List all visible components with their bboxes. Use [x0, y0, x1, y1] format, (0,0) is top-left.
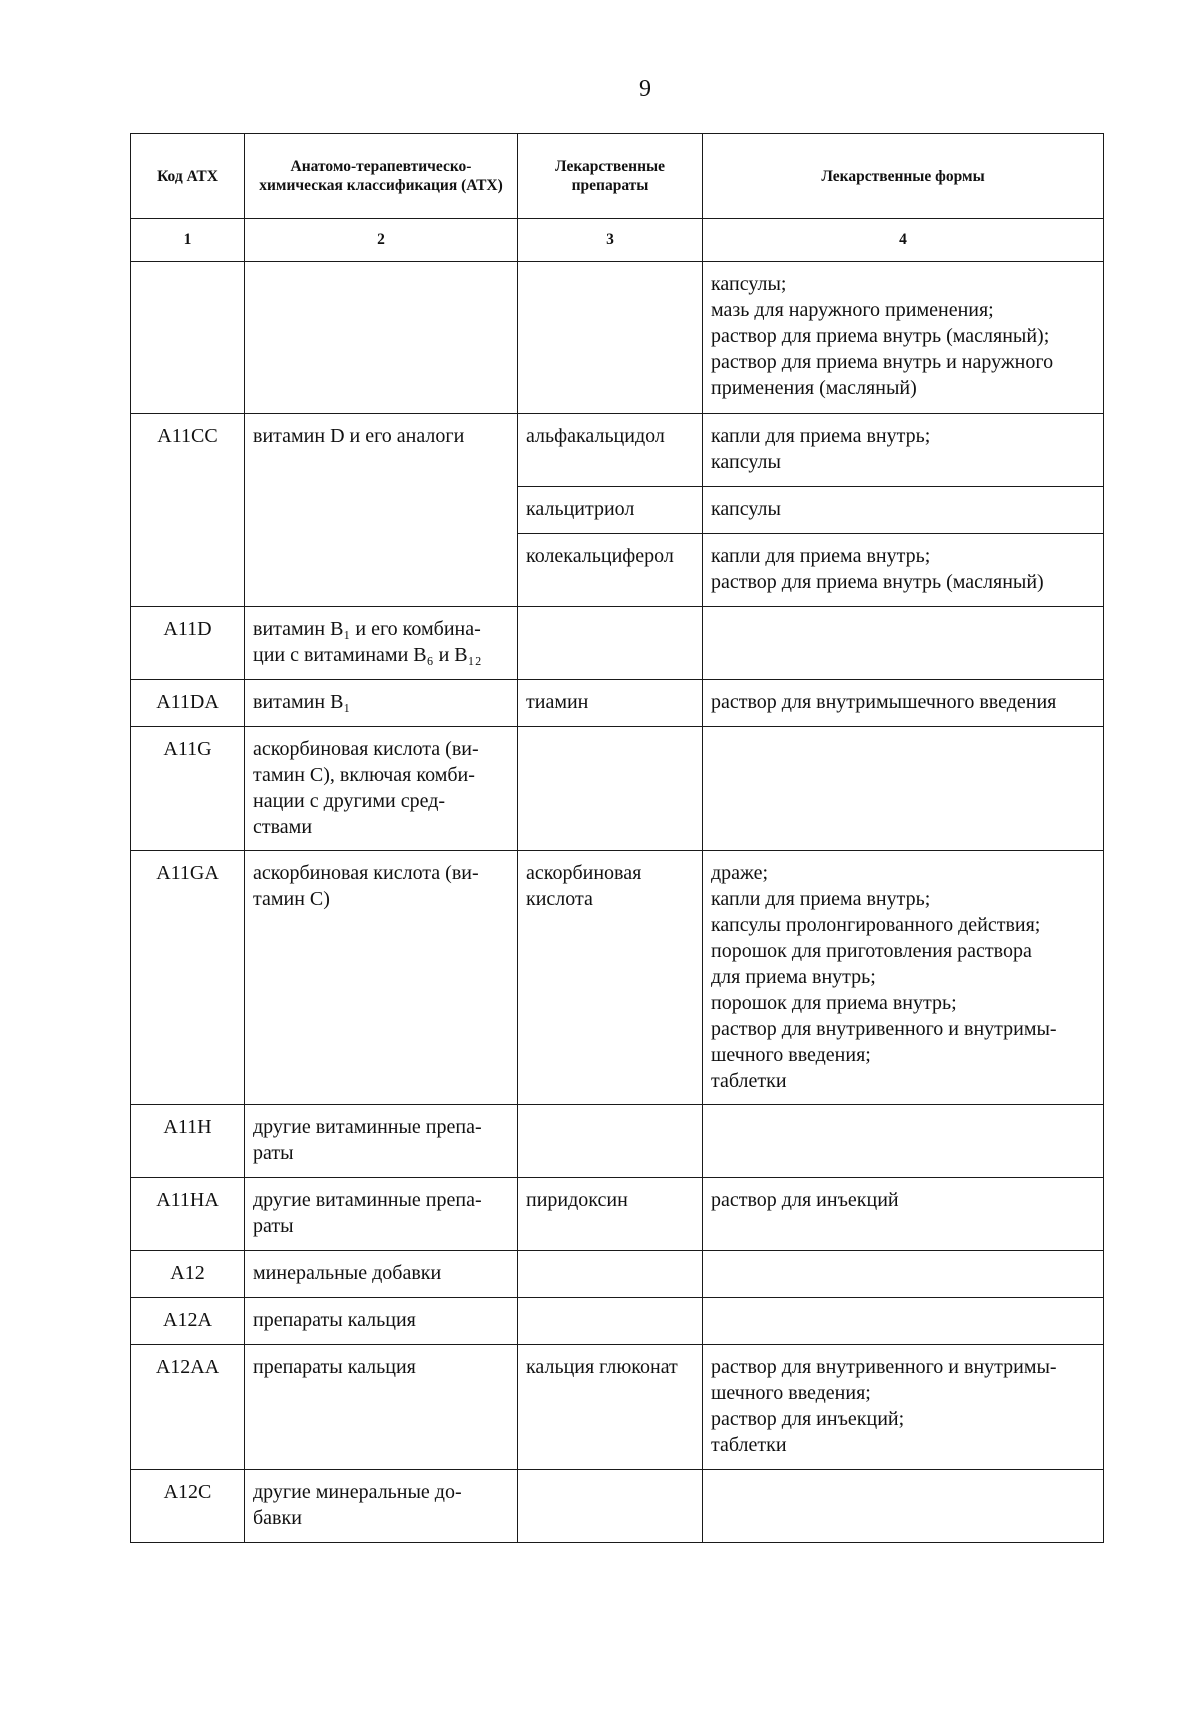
drug-name: тиамин [518, 680, 703, 727]
table-row [131, 262, 1104, 414]
dosage-forms [703, 727, 1104, 851]
dosage-form-line: применения (масляный) [711, 377, 917, 399]
dosage-forms [703, 1251, 1104, 1298]
dosage-form-line: таблетки [711, 1070, 787, 1092]
dosage-form-line: порошок для приготовления раствора [711, 940, 1032, 962]
dosage-form-line: капсулы; [711, 273, 787, 295]
dosage-form-line: шечного введения; [711, 1382, 871, 1404]
dosage-form-line: мазь для наружного применения; [711, 299, 994, 321]
dosage-form-line: капли для приема внутрь; [711, 888, 931, 910]
dosage-forms [703, 487, 1104, 534]
header-forms: Лекарственные формы [703, 134, 1104, 219]
atx-classification: минеральные добавки [245, 1251, 518, 1298]
table-row [131, 1345, 1104, 1470]
drug-name: альфакальцидол [518, 414, 703, 487]
dosage-form-line: шечного введения; [711, 1044, 871, 1066]
dosage-forms [703, 414, 1104, 487]
classification-line: тамин С) [253, 888, 330, 910]
drug-name [518, 851, 703, 1105]
atx-code: A11D [131, 607, 245, 680]
table-row [131, 1178, 1104, 1251]
classification-line: бавки [253, 1507, 302, 1529]
dosage-form-line: раствор для приема внутрь и наружного [711, 351, 1054, 373]
dosage-form-line: капсулы [711, 498, 781, 520]
dosage-forms [703, 680, 1104, 727]
drug-name-line: кислота [526, 888, 593, 910]
atx-code: A12C [131, 1470, 245, 1543]
atx-code: A12AA [131, 1345, 245, 1470]
table-row [131, 727, 1104, 851]
atx-classification [245, 851, 518, 1105]
drug-name [518, 607, 703, 680]
dosage-form-line: капли для приема внутрь; [711, 425, 931, 447]
dosage-forms [703, 1178, 1104, 1251]
classification-line: другие витаминные препа- [253, 1189, 482, 1211]
atx-code: A12A [131, 1298, 245, 1345]
classification-line: аскорбиновая кислота (ви- [253, 862, 479, 884]
drug-name [518, 1251, 703, 1298]
drug-name: пиридоксин [518, 1178, 703, 1251]
dosage-forms [703, 534, 1104, 607]
dosage-forms [703, 607, 1104, 680]
atx-code: A11HA [131, 1178, 245, 1251]
atx-code: A11DA [131, 680, 245, 727]
atx-code: A11G [131, 727, 245, 851]
table-row [131, 1470, 1104, 1543]
header-drugs: Лекарственные препараты [518, 134, 703, 219]
classification-line: аскорбиновая кислота (ви- [253, 738, 479, 760]
atx-code: A11H [131, 1105, 245, 1178]
dosage-form-line: раствор для инъекций; [711, 1408, 905, 1430]
table-row [131, 1298, 1104, 1345]
classification-line: нации с другими сред- [253, 790, 446, 812]
dosage-form-line: драже; [711, 862, 769, 884]
drug-name-line: аскорбиновая [526, 862, 642, 884]
atx-code: A11GA [131, 851, 245, 1105]
dosage-form-line: таблетки [711, 1434, 787, 1456]
drug-name: кальцитриол [518, 487, 703, 534]
header-classification: Анатомо-терапевтическо-химическая классификация (АТХ) [245, 134, 518, 219]
dosage-form-line: капсулы [711, 451, 781, 473]
table-row [131, 607, 1104, 680]
drug-name [518, 262, 703, 414]
drug-name [518, 1470, 703, 1543]
classification-line: другие витаминные препа- [253, 1116, 482, 1138]
dosage-form-line: раствор для приема внутрь (масляный) [711, 571, 1044, 593]
dosage-forms [703, 1298, 1104, 1345]
dosage-forms [703, 1345, 1104, 1470]
column-number: 2 [245, 219, 518, 262]
classification-line: ствами [253, 816, 313, 838]
dosage-form-line: капсулы пролонгированного действия; [711, 914, 1041, 936]
classification-line: тамин С), включая комби- [253, 764, 475, 786]
atx-code [131, 262, 245, 414]
table-row [131, 1105, 1104, 1178]
classification-line: раты [253, 1142, 294, 1164]
atx-classification [245, 727, 518, 851]
classification-line: витамин B₁ и его комбина- [253, 618, 481, 640]
dosage-form-line: раствор для инъекций [711, 1189, 899, 1211]
atx-classification: витамин D и его аналоги [245, 414, 518, 607]
atx-classification [245, 1178, 518, 1251]
classification-line: ции с витаминами B₆ и B₁₂ [253, 644, 482, 666]
table-row [131, 414, 1104, 487]
dosage-form-line: порошок для приема внутрь; [711, 992, 957, 1014]
atx-table [130, 133, 1104, 1543]
table-row [131, 1251, 1104, 1298]
drug-name [518, 1105, 703, 1178]
atx-classification [245, 607, 518, 680]
table-row [131, 851, 1104, 1105]
atx-classification [245, 1105, 518, 1178]
dosage-forms [703, 262, 1104, 414]
dosage-forms [703, 1470, 1104, 1543]
dosage-form-line: капли для приема внутрь; [711, 545, 931, 567]
dosage-form-line: раствор для внутривенного и внутримы- [711, 1018, 1057, 1040]
column-number-row [131, 219, 1104, 262]
table-header-row [131, 134, 1104, 219]
page-number: 9 [639, 76, 651, 102]
dosage-form-line: раствор для внутримышечного введения [711, 691, 1057, 713]
classification-line: раты [253, 1215, 294, 1237]
dosage-form-line: для приема внутрь; [711, 966, 876, 988]
atx-classification: витамин B₁ [245, 680, 518, 727]
drug-name: колекальциферол [518, 534, 703, 607]
atx-classification: препараты кальция [245, 1298, 518, 1345]
column-number: 1 [131, 219, 245, 262]
dosage-forms [703, 851, 1104, 1105]
column-number: 4 [703, 219, 1104, 262]
atx-code: A11CC [131, 414, 245, 607]
drug-name [518, 1298, 703, 1345]
atx-classification [245, 262, 518, 414]
atx-code: A12 [131, 1251, 245, 1298]
column-number: 3 [518, 219, 703, 262]
header-code: Код АТХ [131, 134, 245, 219]
table-row [131, 680, 1104, 727]
atx-classification: препараты кальция [245, 1345, 518, 1470]
classification-line: другие минеральные до- [253, 1481, 462, 1503]
dosage-forms [703, 1105, 1104, 1178]
dosage-form-line: раствор для внутривенного и внутримы- [711, 1356, 1057, 1378]
dosage-form-line: раствор для приема внутрь (масляный); [711, 325, 1050, 347]
atx-classification [245, 1470, 518, 1543]
drug-name: кальция глюконат [518, 1345, 703, 1470]
drug-name [518, 727, 703, 851]
